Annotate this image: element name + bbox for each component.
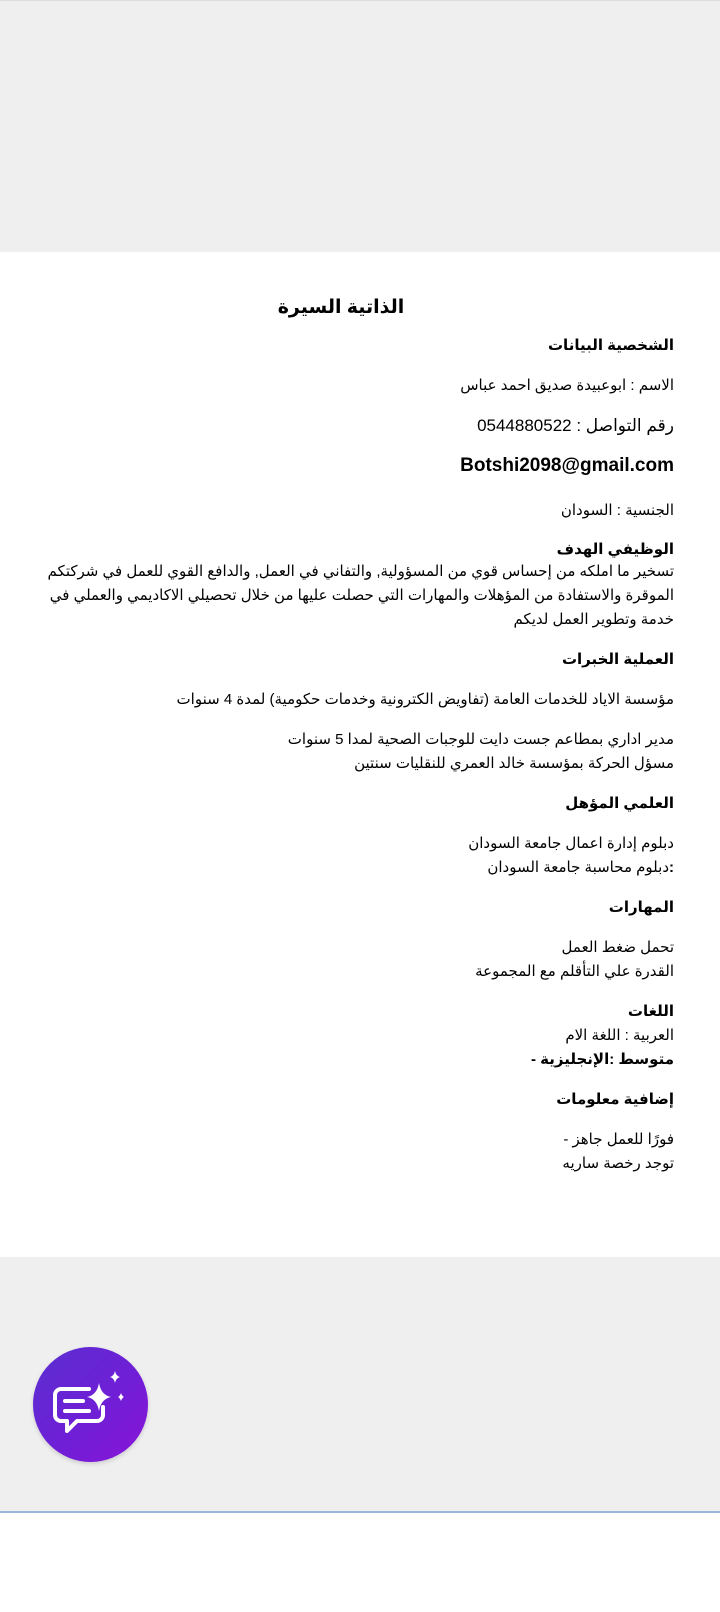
education-heading: العلمي المؤهل [565,795,674,812]
education-item-text: دبلوم محاسبة جامعة السودان [487,859,669,876]
ai-chat-sparkle-icon [53,1369,128,1441]
document-page [0,252,720,1257]
skill-item: القدرة علي التأقلم مع المجموعة [475,963,674,980]
language-item: متوسط :الإنجليزية - [530,1051,674,1068]
skill-item: تحمل ضغط العمل [561,939,674,956]
objective-line-2: الموقرة والاستفادة من المؤهلات والمهارات التي حصلت عليها من خلال تحصيلي الاكاديمي والعملي في [49,587,674,604]
nationality-line: الجنسية : السودان [560,502,674,519]
experience-item: مسؤل الحركة بمؤسسة خالد العمري للنقليات سنتين [354,755,674,772]
phone-line: رقم التواصل : 0544880522 [477,416,674,435]
experience-item: مدير اداري بمطاعم جست دايت للوجبات الصحية لمدا 5 سنوات [287,731,674,748]
personal-heading: الشخصية البيانات [547,337,674,354]
ai-assistant-button[interactable] [33,1347,148,1462]
objective-heading: الوظيفي الهدف [556,541,674,558]
email-line: Botshi2098@gmail.com [460,455,674,476]
skills-heading: المهارات [608,899,674,916]
additional-item: توجد رخصة ساريه [562,1155,674,1172]
education-item [487,858,674,878]
language-item: العربية : اللغة الام [565,1027,674,1044]
additional-heading: إضافية معلومات [556,1091,674,1108]
objective-line-1: تسخير ما املكه من إحساس قوي من المسؤولية, والتفاني في العمل, والدافع القوي للعمل في شركتكم [47,563,674,580]
objective-line-3: خدمة وتطوير العمل لديكم [513,611,674,628]
page-title: الذاتية السيرة [277,297,405,318]
bottom-divider [0,1511,720,1513]
top-blank-area [0,0,720,252]
additional-item: فورًا للعمل جاهز - [563,1131,674,1148]
experience-item: مؤسسة الاياد للخدمات العامة (تفاويض الكترونية وخدمات حكومية) لمدة 4 سنوات [176,691,674,708]
experience-heading: العملية الخبرات [561,651,674,668]
education-item-prefix: : [669,859,674,876]
name-line: الاسم : ابوعبيدة صديق احمد عباس [460,377,674,394]
languages-heading: اللغات [627,1003,674,1020]
education-item: دبلوم إدارة اعمال جامعة السودان [468,835,674,852]
